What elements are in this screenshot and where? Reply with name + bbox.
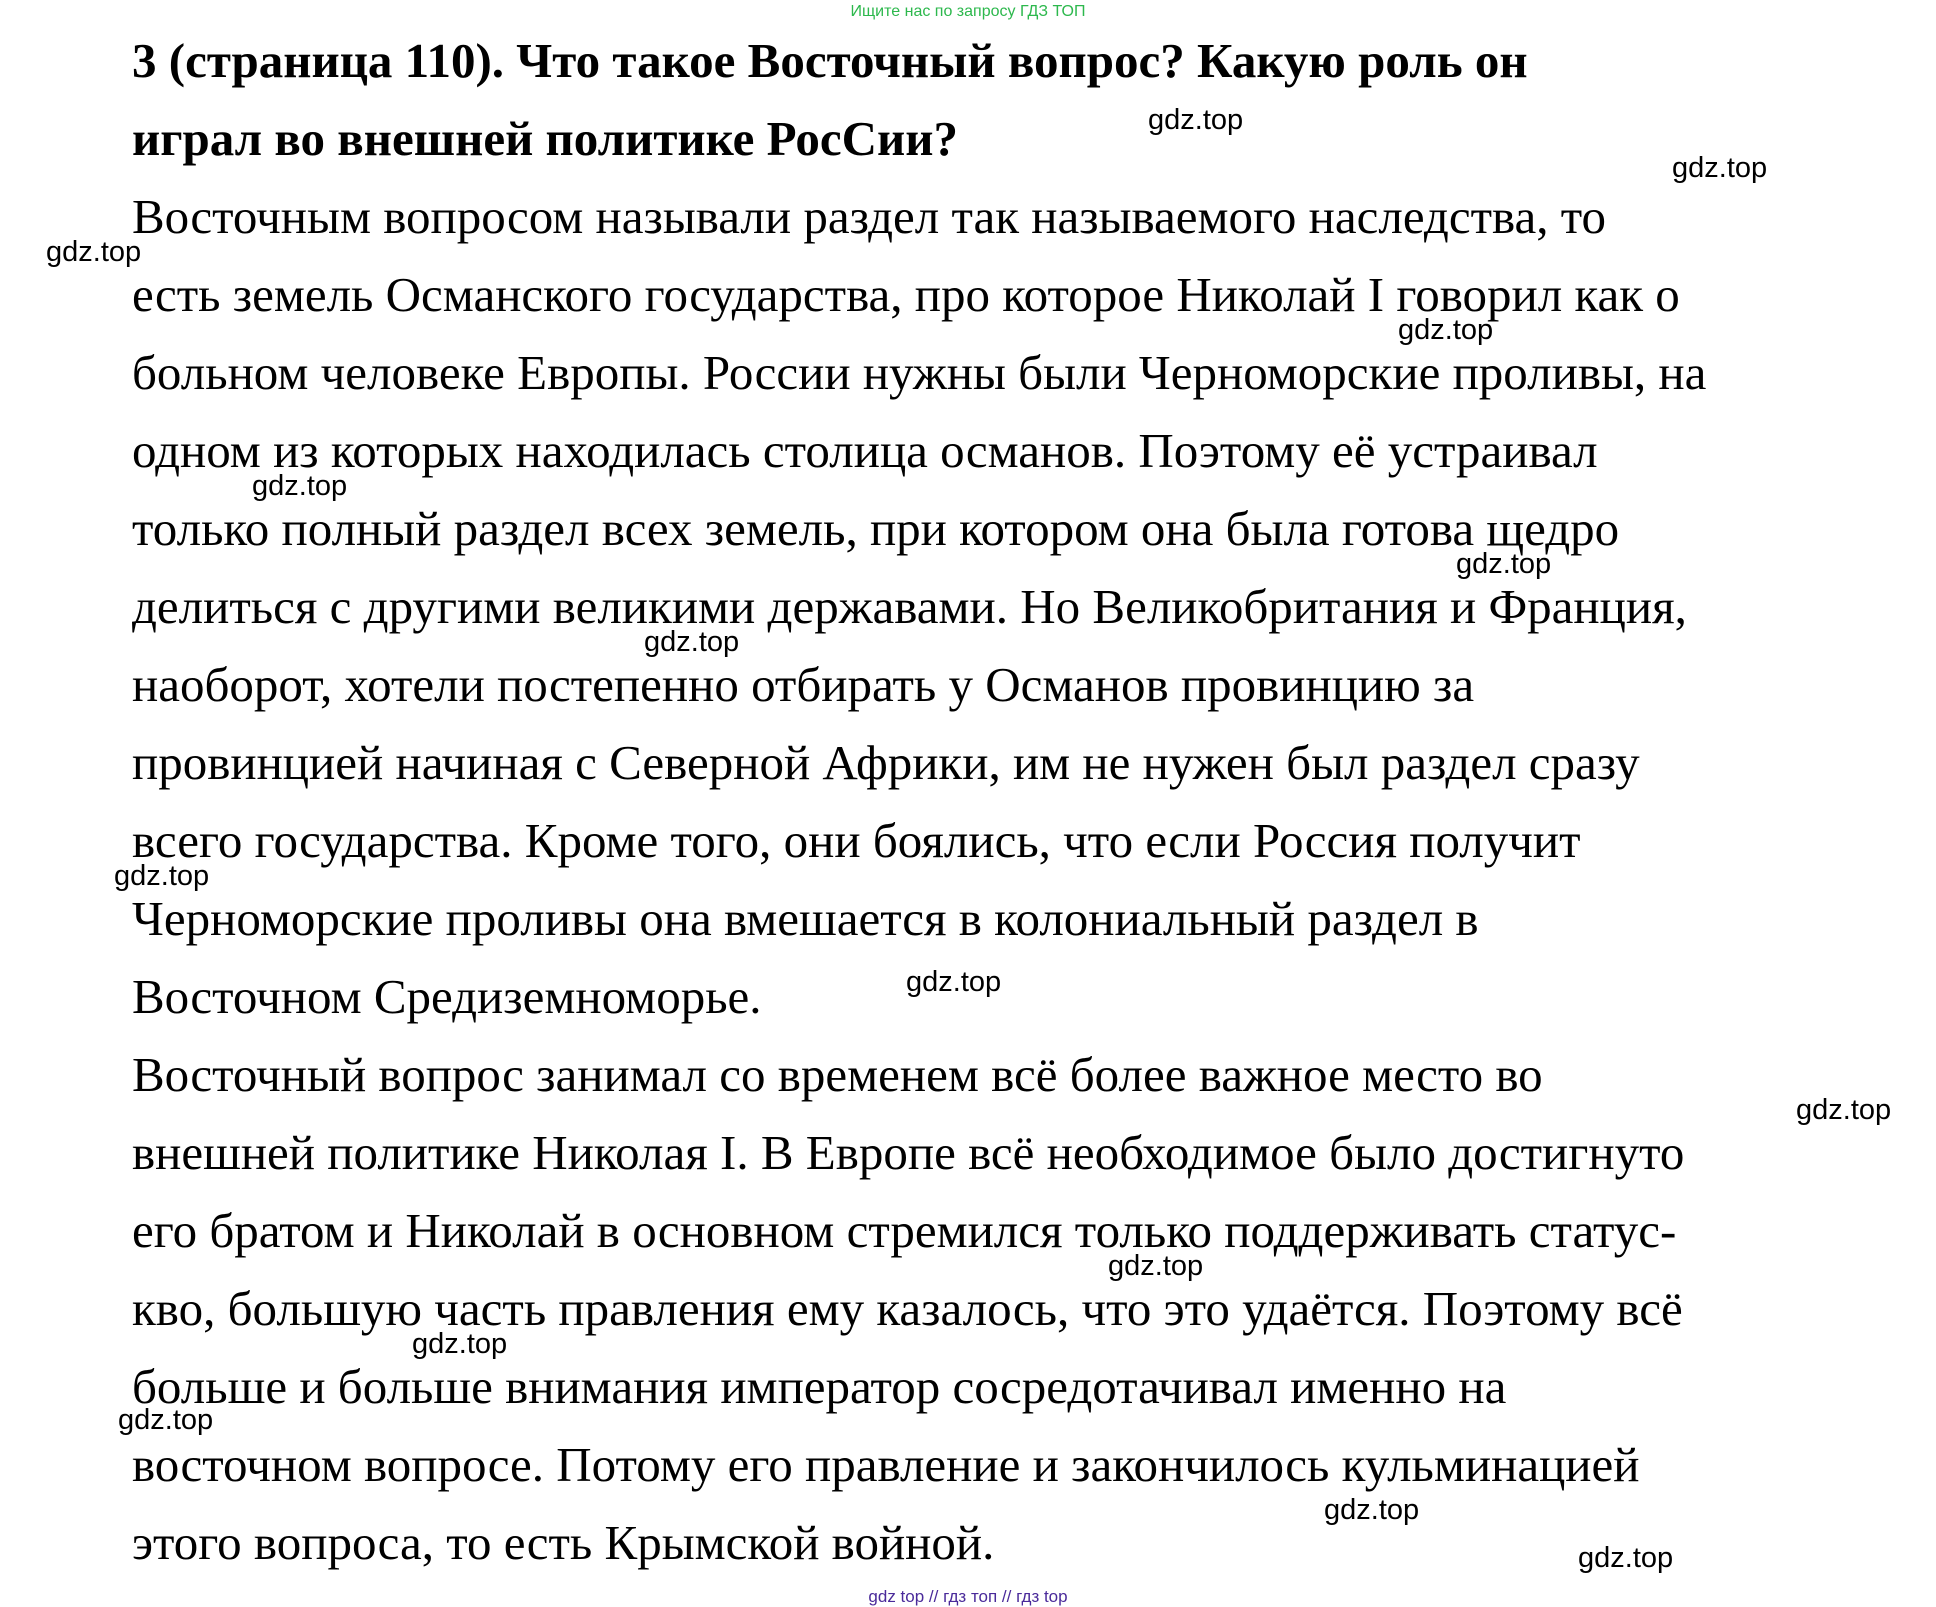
answer-paragraph	[28, 1036, 1918, 1582]
watermark-text: gdz.top	[1456, 548, 1552, 580]
question-heading	[28, 22, 1918, 178]
watermark-text: gdz.top	[252, 470, 348, 502]
text-line: этого вопроса, то есть Крымской войной.	[132, 1515, 995, 1570]
text-line: больном человеке Европы. России нужны были Черноморские проливы, на	[132, 345, 1707, 400]
text-line: всего государства. Кроме того, они боялись, что если Россия получит	[132, 813, 1581, 868]
text-line: Восточный вопрос занимал со временем всё более важное место во	[132, 1047, 1543, 1102]
answer-text	[28, 178, 1918, 1582]
watermark-text: gdz.top	[118, 1404, 214, 1436]
watermark-text: gdz.top	[1324, 1494, 1420, 1526]
question-line: играл во внешней политике РосСии?	[132, 111, 958, 166]
watermark-text: gdz.top	[906, 966, 1002, 998]
watermark-text: gdz.top	[114, 860, 210, 892]
text-line: больше и больше внимания император сосредотачивал именно на	[132, 1359, 1507, 1414]
text-line: внешней политике Николая I. В Европе всё необходимое было достигнуто	[132, 1125, 1685, 1180]
text-line: кво, большую часть правления ему казалось, что это удаётся. Поэтому всё	[132, 1281, 1683, 1336]
text-line: его братом и Николай в основном стремился только поддерживать статус-	[132, 1203, 1677, 1258]
watermark-text: gdz.top	[1796, 1094, 1892, 1126]
watermark-text: gdz.top	[1148, 104, 1244, 136]
watermark-text: gdz.top	[412, 1328, 508, 1360]
watermark-text: gdz.top	[1108, 1250, 1204, 1282]
watermark-text: gdz.top	[1398, 314, 1494, 346]
text-line: наоборот, хотели постепенно отбирать у Османов провинцию за	[132, 657, 1475, 712]
watermark-text: gdz.top	[1672, 152, 1768, 184]
text-line: Черноморские проливы она вмешается в колониальный раздел в	[132, 891, 1479, 946]
watermark-text: gdz.top	[1578, 1542, 1674, 1574]
top-banner: Ищите нас по запросу ГДЗ ТОП	[850, 3, 1086, 20]
text-line: есть земель Османского государства, про которое Николай I говорил как о	[132, 267, 1680, 322]
watermark-text: gdz.top	[644, 626, 740, 658]
text-line: одном из которых находилась столица османов. Поэтому её устраивал	[132, 423, 1598, 478]
text-line: Восточным вопросом называли раздел так называемого наследства, то	[132, 189, 1607, 244]
document-body	[28, 22, 1918, 1582]
watermark-text: gdz.top	[46, 236, 142, 268]
text-line: провинцией начиная с Северной Африки, им не нужен был раздел сразу	[132, 735, 1640, 790]
text-line: только полный раздел всех земель, при котором она была готова щедро	[132, 501, 1620, 556]
text-line: восточном вопросе. Потому его правление и закончилось кульминацией	[132, 1437, 1640, 1492]
question-line: 3 (страница 110). Что такое Восточный вопрос? Какую роль он	[132, 33, 1528, 88]
footer-watermark: gdz top // гдз топ // гдз top	[868, 1587, 1068, 1606]
answer-paragraph	[28, 178, 1918, 1036]
text-line: делиться с другими великими державами. Но Великобритания и Франция,	[132, 579, 1687, 634]
text-line: Восточном Средиземноморье.	[132, 969, 762, 1024]
